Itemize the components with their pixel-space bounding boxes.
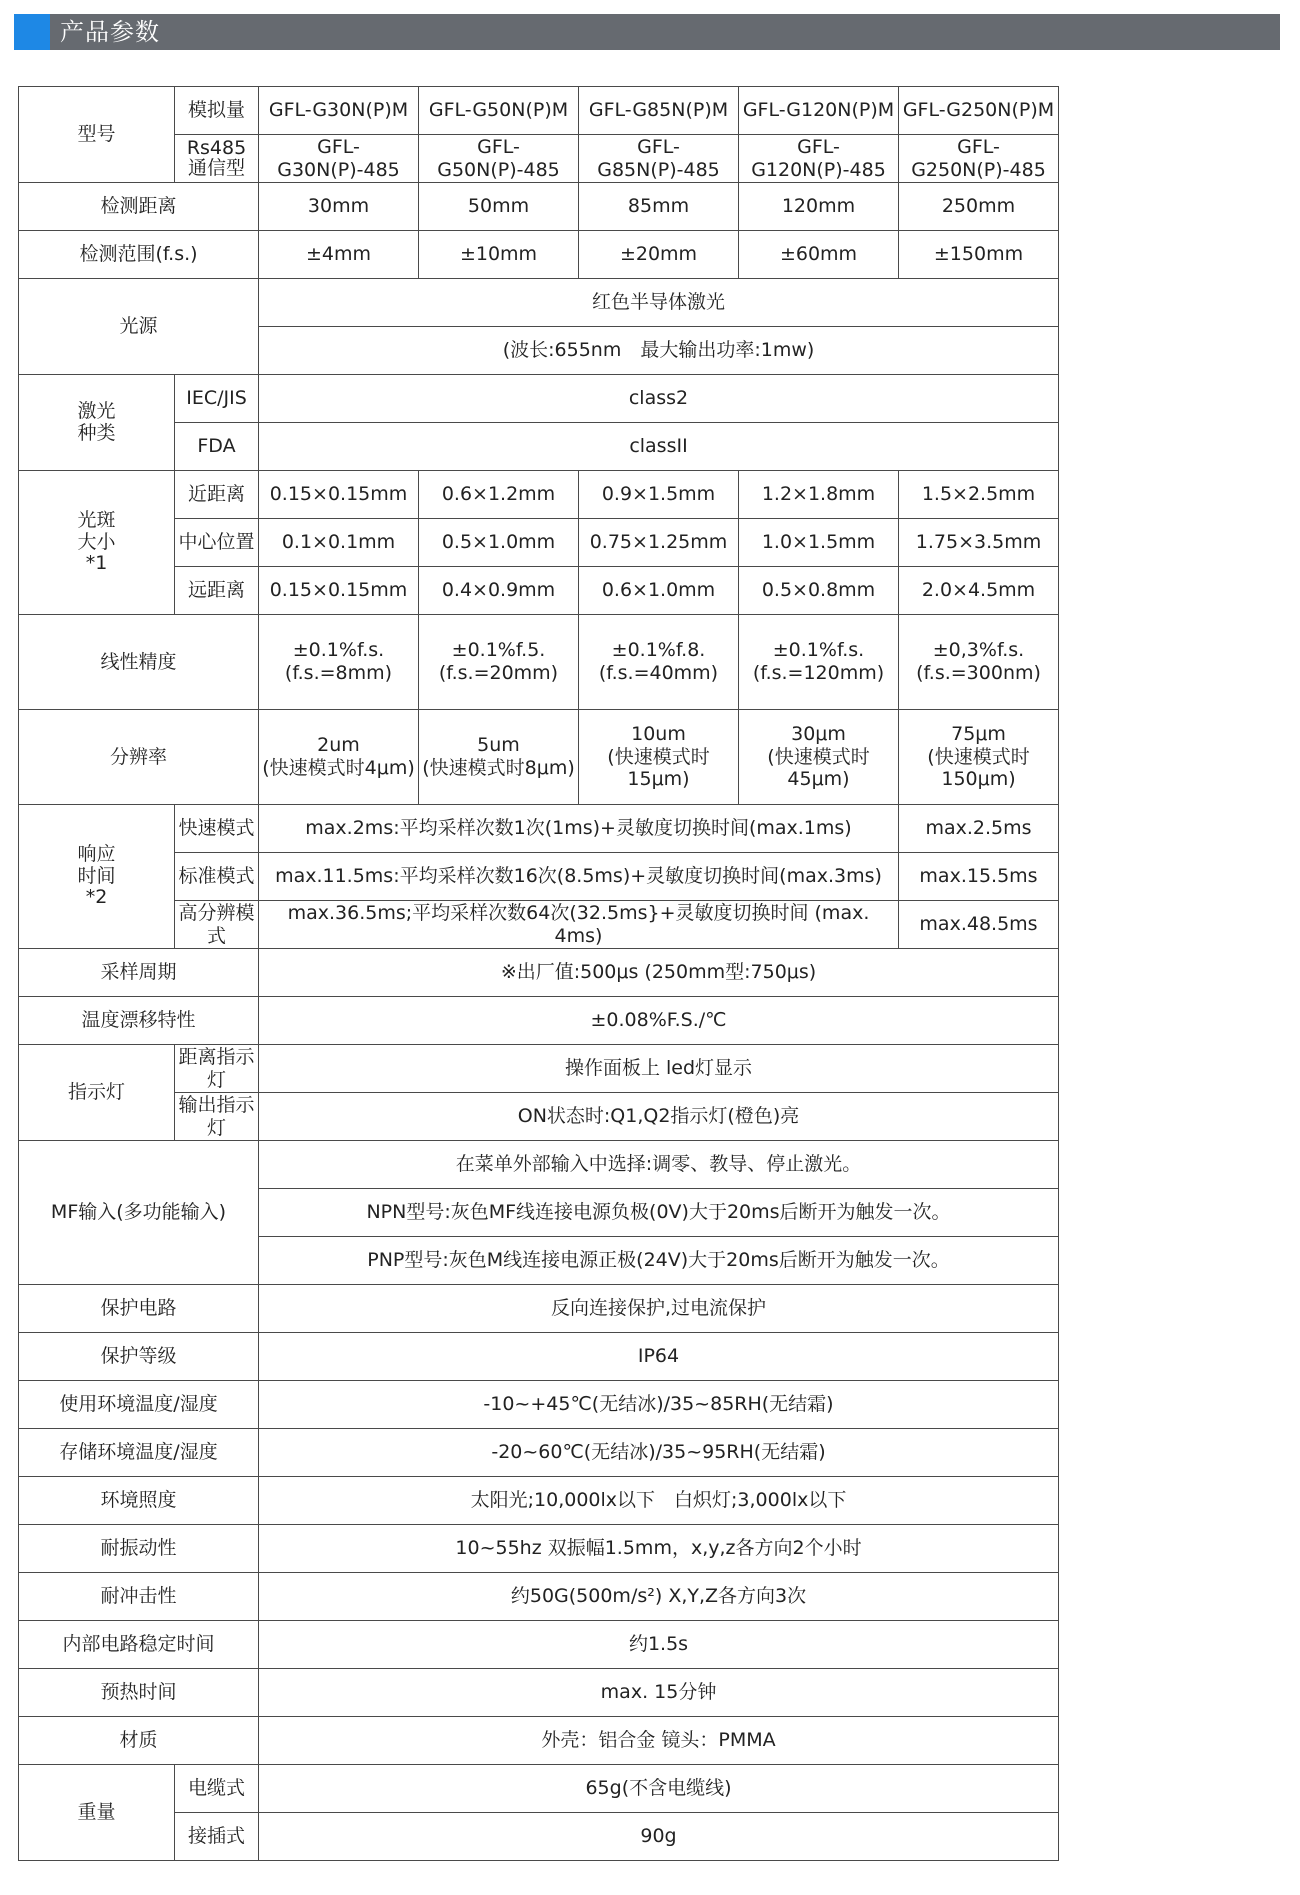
model-analog-cell: GFL-G250N(P)M (899, 87, 1059, 135)
resolution-cell (579, 710, 739, 805)
linearity-value: ±0.1%f.5. (451, 639, 546, 662)
resolution-label: 分辨率 (19, 710, 259, 805)
light-source-label: 光源 (19, 279, 259, 375)
storage-env-label: 存储环境温度/湿度 (19, 1429, 259, 1477)
model-analog-label: 模拟量 (175, 87, 259, 135)
laser-class-label-2: 种类 (77, 421, 116, 444)
range-cell: ±10mm (419, 231, 579, 279)
spot-label-1: 光斑 (77, 508, 116, 531)
range-cell: ±4mm (259, 231, 419, 279)
range-cell: ±60mm (739, 231, 899, 279)
linearity-fs: (f.s.=120mm) (752, 662, 885, 684)
weight-cable-label: 电缆式 (175, 1765, 259, 1813)
resolution-fast: (快速模式时15μm) (607, 745, 710, 791)
laser-class-label (19, 375, 175, 471)
model-rs485-cell: GFL-G85N(P)-485 (579, 135, 739, 183)
resolution-fast: (快速模式时150μm) (927, 745, 1030, 791)
spot-near-cell: 1.5×2.5mm (899, 471, 1059, 519)
linearity-fs: (f.s.=20mm) (438, 662, 559, 684)
material-value: 外壳：铝合金 镜头：PMMA (259, 1717, 1059, 1765)
vibration-value: 10~55hz 双振幅1.5mm，x,y,z各方向2个小时 (259, 1525, 1059, 1573)
mf-input-line3: PNP型号:灰色M线连接电源正极(24V)大于20ms后断开为触发一次。 (259, 1237, 1059, 1285)
mf-input-line1: 在菜单外部输入中选择:调零、教导、停止激光。 (259, 1141, 1059, 1189)
model-label: 型号 (19, 87, 175, 183)
section-header (14, 14, 1280, 50)
weight-connector-value: 90g (259, 1813, 1059, 1861)
protection-circuit-value: 反向连接保护,过电流保护 (259, 1285, 1059, 1333)
light-source-line2: (波长:655nm 最大输出功率:1mw) (259, 327, 1059, 375)
linearity-value: ±0.1%f.s. (772, 639, 865, 662)
model-analog-cell: GFL-G85N(P)M (579, 87, 739, 135)
response-label (19, 805, 175, 949)
distance-cell: 120mm (739, 183, 899, 231)
linearity-cell (739, 615, 899, 710)
spec-table (18, 86, 1059, 1861)
range-label: 检测范围(f.s.) (19, 231, 259, 279)
response-fast-value: max.2ms:平均采样次数1次(1ms)+灵敏度切换时间(max.1ms) (259, 805, 899, 853)
linearity-value: ±0,3%f.s. (932, 639, 1025, 662)
spot-center-cell: 1.0×1.5mm (739, 519, 899, 567)
indicator-out-label: 输出指示灯 (175, 1093, 259, 1141)
response-hr-250: max.48.5ms (899, 901, 1059, 949)
response-label-3: *2 (85, 886, 108, 909)
fda-value: classII (259, 423, 1059, 471)
response-fast-label: 快速模式 (175, 805, 259, 853)
resolution-cell (259, 710, 419, 805)
illuminance-label: 环境照度 (19, 1477, 259, 1525)
fda-label: FDA (175, 423, 259, 471)
linearity-cell (579, 615, 739, 710)
spot-near-cell: 0.9×1.5mm (579, 471, 739, 519)
response-std-250: max.15.5ms (899, 853, 1059, 901)
resolution-value: 2um (317, 734, 360, 757)
protection-rating-value: IP64 (259, 1333, 1059, 1381)
comm-type-text: 通信型 (187, 156, 245, 179)
linearity-cell (899, 615, 1059, 710)
mf-input-label: MF输入(多功能输入) (19, 1141, 259, 1285)
model-rs485-label (175, 135, 259, 183)
resolution-value: 75μm (951, 722, 1006, 745)
weight-connector-label: 接插式 (175, 1813, 259, 1861)
laser-class-label-1: 激光 (77, 399, 116, 422)
op-env-value: -10~+45℃(无结冰)/35~85RH(无结霜) (259, 1381, 1059, 1429)
op-env-label: 使用环境温度/湿度 (19, 1381, 259, 1429)
response-fast-250: max.2.5ms (899, 805, 1059, 853)
response-hr-value: max.36.5ms;平均采样次数64次(32.5ms}+灵敏度切换时间 (max. 4ms) (259, 901, 899, 949)
spot-center-cell: 0.75×1.25mm (579, 519, 739, 567)
indicator-dist-label: 距离指示灯 (175, 1045, 259, 1093)
response-std-label: 标准模式 (175, 853, 259, 901)
illuminance-value: 太阳光;10,000lx以下 白炽灯;3,000lx以下 (259, 1477, 1059, 1525)
resolution-value: 30μm (791, 722, 846, 745)
spot-far-cell: 0.4×0.9mm (419, 567, 579, 615)
linearity-cell (419, 615, 579, 710)
resolution-fast: (快速模式时4μm) (262, 757, 415, 779)
distance-cell: 85mm (579, 183, 739, 231)
indicator-dist-value: 操作面板上 led灯显示 (259, 1045, 1059, 1093)
spot-far-cell: 0.15×0.15mm (259, 567, 419, 615)
spot-center-label: 中心位置 (175, 519, 259, 567)
weight-label: 重量 (19, 1765, 175, 1861)
resolution-value: 10um (631, 722, 686, 745)
spot-near-cell: 0.15×0.15mm (259, 471, 419, 519)
spot-label-2: 大小 (77, 530, 116, 553)
iec-label: IEC/JIS (175, 375, 259, 423)
response-label-1: 响应 (77, 842, 116, 865)
warmup-label: 预热时间 (19, 1669, 259, 1717)
model-rs485-cell: GFL-G120N(P)-485 (739, 135, 899, 183)
resolution-cell (419, 710, 579, 805)
response-std-value: max.11.5ms:平均采样次数16次(8.5ms)+灵敏度切换时间(max.3ms) (259, 853, 899, 901)
protection-rating-label: 保护等级 (19, 1333, 259, 1381)
resolution-fast: (快速模式时8μm) (422, 757, 575, 779)
sampling-value: ※出厂值:500μs (250mm型:750μs) (259, 949, 1059, 997)
protection-circuit-label: 保护电路 (19, 1285, 259, 1333)
model-rs485-cell: GFL-G250N(P)-485 (899, 135, 1059, 183)
linearity-value: ±0.1%f.8. (611, 639, 706, 662)
linearity-cell (259, 615, 419, 710)
model-rs485-cell: GFL-G50N(P)-485 (419, 135, 579, 183)
response-label-2: 时间 (77, 864, 116, 887)
model-analog-cell: GFL-G50N(P)M (419, 87, 579, 135)
section-title: 产品参数 (60, 18, 160, 46)
shock-value: 约50G(500m/s²) X,Y,Z各方向3次 (259, 1573, 1059, 1621)
spot-far-cell: 0.5×0.8mm (739, 567, 899, 615)
weight-cable-value: 65g(不含电缆线) (259, 1765, 1059, 1813)
iec-value: class2 (259, 375, 1059, 423)
linearity-fs: (f.s.=300nm) (916, 662, 1041, 684)
model-analog-cell: GFL-G120N(P)M (739, 87, 899, 135)
warmup-value: max. 15分钟 (259, 1669, 1059, 1717)
linearity-fs: (f.s.=40mm) (598, 662, 719, 684)
linearity-fs: (f.s.=8mm) (284, 662, 393, 684)
spot-near-cell: 0.6×1.2mm (419, 471, 579, 519)
distance-cell: 50mm (419, 183, 579, 231)
distance-cell: 30mm (259, 183, 419, 231)
resolution-fast: (快速模式时45μm) (767, 745, 870, 791)
spot-near-label: 近距离 (175, 471, 259, 519)
spot-center-cell: 0.1×0.1mm (259, 519, 419, 567)
light-source-line1: 红色半导体激光 (259, 279, 1059, 327)
temp-drift-value: ±0.08%F.S./℃ (259, 997, 1059, 1045)
sampling-label: 采样周期 (19, 949, 259, 997)
rs485-text: Rs485 (186, 136, 247, 159)
resolution-cell (899, 710, 1059, 805)
response-hr-label: 高分辨模式 (175, 901, 259, 949)
range-cell: ±20mm (579, 231, 739, 279)
resolution-value: 5um (477, 734, 520, 757)
spot-center-cell: 0.5×1.0mm (419, 519, 579, 567)
stabilize-value: 约1.5s (259, 1621, 1059, 1669)
spot-far-cell: 2.0×4.5mm (899, 567, 1059, 615)
material-label: 材质 (19, 1717, 259, 1765)
spot-far-label: 远距离 (175, 567, 259, 615)
spot-label (19, 471, 175, 615)
indicator-label: 指示灯 (19, 1045, 175, 1141)
header-accent-bar (14, 14, 50, 50)
spot-near-cell: 1.2×1.8mm (739, 471, 899, 519)
temp-drift-label: 温度漂移特性 (19, 997, 259, 1045)
indicator-out-value: ON状态时:Q1,Q2指示灯(橙色)亮 (259, 1093, 1059, 1141)
mf-input-line2: NPN型号:灰色MF线连接电源负极(0V)大于20ms后断开为触发一次。 (259, 1189, 1059, 1237)
resolution-cell (739, 710, 899, 805)
spot-center-cell: 1.75×3.5mm (899, 519, 1059, 567)
spot-far-cell: 0.6×1.0mm (579, 567, 739, 615)
model-rs485-cell: GFL-G30N(P)-485 (259, 135, 419, 183)
model-analog-cell: GFL-G30N(P)M (259, 87, 419, 135)
range-cell: ±150mm (899, 231, 1059, 279)
vibration-label: 耐振动性 (19, 1525, 259, 1573)
storage-env-value: -20~60℃(无结冰)/35~95RH(无结霜) (259, 1429, 1059, 1477)
shock-label: 耐冲击性 (19, 1573, 259, 1621)
linearity-label: 线性精度 (19, 615, 259, 710)
distance-cell: 250mm (899, 183, 1059, 231)
distance-label: 检测距离 (19, 183, 259, 231)
spot-label-3: *1 (85, 552, 108, 575)
linearity-value: ±0.1%f.s. (292, 639, 385, 662)
stabilize-label: 内部电路稳定时间 (19, 1621, 259, 1669)
